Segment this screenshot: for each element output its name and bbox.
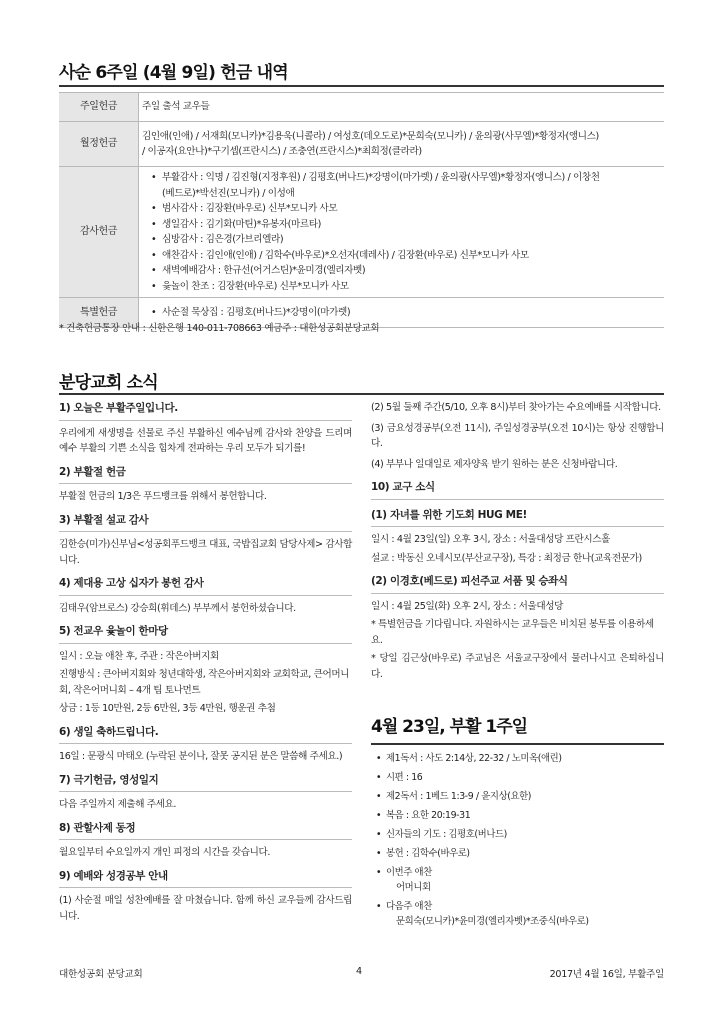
list-item: • 제2독서 : 1베드 1:3-9 / 윤지상(요한) xyxy=(386,789,664,804)
table-row xyxy=(59,93,664,122)
news-heading: 10) 교구 소식 xyxy=(371,477,664,500)
news-item xyxy=(59,621,352,717)
list-item xyxy=(386,865,664,895)
news-text: 일시 : 4월 25일(화) 오후 2시, 장소 : 서울대성당 xyxy=(371,600,564,612)
list-item-sub: 문희숙(모니카)*윤미경(엘리자벳)*조중식(바우로) xyxy=(396,916,589,927)
news-text: (3) 금요성경공부(오전 11시), 주일성경공부(오전 10시)는 항상 진행합니다. xyxy=(371,422,664,449)
list-item: • 새벽예배감사 : 한규선(어거스틴)*윤미경(엘리자벳) xyxy=(162,263,664,279)
news-heading: 4) 제대용 고상 십자가 봉헌 감사 xyxy=(59,573,352,596)
news-text: 우리에게 새생명을 선물로 주신 부활하신 예수님께 감사와 찬양을 드리며 예수 부활의 기쁜 소식을 힘차게 전파하는 우리 모두가 되기를! xyxy=(59,427,352,454)
list-item: • 생일감사 : 김기화(마틴)*유봉자(마르타) xyxy=(162,217,664,233)
row-line: / 이공자(요안나)*구기셉(프란시스) / 조충연(프란시스)*최희정(클라라) xyxy=(142,146,422,157)
news-text: (1) 사순절 매일 성찬예배를 잘 마쳤습니다. 함께 하신 교우들께 감사드립니다. xyxy=(59,895,352,922)
news-right-column xyxy=(371,400,664,687)
list-item: • 범사감사 : 김장환(바우로) 신부*모니카 사모 xyxy=(162,201,664,217)
row-label: 월정헌금 xyxy=(59,122,139,167)
news-title-rule xyxy=(59,393,664,395)
news-text: (2) 5월 둘째 주간(5/10, 오후 8시)부터 찾아가는 수요예배를 시작합니다. xyxy=(371,402,661,413)
table-row xyxy=(59,167,664,298)
news-text: 일시 : 오늘 애찬 후, 주관 : 작은아버지회 xyxy=(59,650,219,662)
list-item: • 애찬감사 : 김인애(인애) / 김학수(바우로)*오선자(데레사) / 김장환(바우로) 신부*모니카 사모 xyxy=(162,248,664,264)
news-heading: 5) 전교우 윷놀이 한마당 xyxy=(59,621,352,644)
offering-table xyxy=(59,92,664,328)
list-item: • 부활감사 : 익명 / 김진형(지정후원) / 김평호(버나드)*강명이(마가렛) / 윤의광(사무엘)*황정자(앵니스) / 이창천 xyxy=(162,170,664,186)
news-text: 월요일부터 수요일까지 개인 피정의 시간을 갖습니다. xyxy=(59,847,270,858)
table-row xyxy=(59,122,664,167)
news-item xyxy=(59,398,352,457)
news-text: 상금 : 1등 10만원, 2등 6만원, 3등 4만원, 행운권 추첨 xyxy=(59,703,276,714)
row-value: 주일 출석 교우들 xyxy=(139,93,665,122)
row-label: 감사헌금 xyxy=(59,167,139,298)
news-subheading: (2) 이경호(베드로) 피선주교 서품 및 승좌식 xyxy=(371,571,664,594)
list-item-label: • 다음주 애찬 xyxy=(386,901,432,912)
news-text: 김태우(암브로스) 강승희(휘데스) 부부께서 봉헌하셨습니다. xyxy=(59,602,296,614)
news-text: 김한승(미가)신부님<성공회푸드뱅크 대표, 국밥집교회 담당사제> 감사합니다. xyxy=(59,539,352,566)
news-item xyxy=(59,770,352,813)
news-heading: 3) 부활절 설교 감사 xyxy=(59,510,352,533)
news-item xyxy=(59,510,352,569)
news-title: 분당교회 소식 xyxy=(59,373,158,393)
news-item xyxy=(59,866,352,925)
news-item xyxy=(59,573,352,616)
schedule-title: 4월 23일, 부활 1주일 xyxy=(371,717,528,737)
news-heading: 1) 오늘은 부활주일입니다. xyxy=(59,398,352,421)
offering-title-rule xyxy=(59,85,664,87)
list-item: • 봉헌 : 김학수(바우로) xyxy=(386,846,664,861)
news-text: 다음 주일까지 제출해 주세요. xyxy=(59,799,177,810)
offering-title: 사순 6주일 (4월 9일) 헌금 내역 xyxy=(59,63,288,83)
account-note: * 건축헌금통장 안내 : 신한은행 140-011-708663 예금주 : 대한성공회분당교회 xyxy=(59,323,380,334)
special-list xyxy=(142,305,664,321)
news-text: 진행방식 : 큰아버지회와 청년대학생, 작은아버지회와 교회학교, 큰어머니회, 작은어머니회 – 4개 팀 토나먼트 xyxy=(59,669,350,696)
list-item: • 신자들의 기도 : 김평호(버나드) xyxy=(386,827,664,842)
news-text: 일시 : 4월 23일(일) 오후 3시, 장소 : 서울대성당 프란시스홀 xyxy=(371,534,611,545)
page-number: 4 xyxy=(356,966,362,977)
list-item xyxy=(386,899,664,929)
news-text: 16일 : 문광식 마태오 (누락된 분이나, 잘못 공지된 분은 말씀해 주세요.) xyxy=(59,751,343,762)
news-text: 부활절 헌금의 1/3은 푸드뱅크를 위해서 봉헌합니다. xyxy=(59,491,267,502)
schedule-rule xyxy=(371,743,664,745)
news-left-column xyxy=(59,398,352,929)
row-value xyxy=(139,122,665,167)
list-item: • 사순절 묵상집 : 김평호(버나드)*강명이(마가렛) xyxy=(162,305,664,321)
row-label: 특별헌금 xyxy=(59,298,139,328)
news-text: 설교 : 박동신 오네시모(부산교구장), 특강 : 최정금 한나(교육전문가) xyxy=(371,552,642,564)
thanks-list xyxy=(142,170,664,294)
news-heading: 6) 생일 축하드립니다. xyxy=(59,722,352,745)
list-item-sub: 어머니회 xyxy=(396,882,431,893)
news-heading: 9) 예배와 성경공부 안내 xyxy=(59,866,352,889)
news-heading: 2) 부활절 헌금 xyxy=(59,462,352,485)
news-heading: 8) 관할사제 동정 xyxy=(59,818,352,841)
news-item xyxy=(59,462,352,505)
footer-church: 대한성공회 분당교회 xyxy=(59,969,143,980)
list-item: • 시편 : 16 xyxy=(386,770,664,785)
row-line: 김인애(인애) / 서재희(모니카)*김용욱(니콜라) / 여성호(데오도로)*문희숙(모니카) / 윤의광(사무엘)*황정자(앵니스) xyxy=(142,130,599,142)
news-item xyxy=(59,818,352,861)
list-item: • 윷놀이 찬조 : 김장환(바우로) 신부*모니카 사모 xyxy=(162,279,664,295)
news-text: * 당일 김근상(바우로) 주교님은 서울교구장에서 물러나시고 은퇴하십니다. xyxy=(371,653,664,680)
row-value xyxy=(139,167,665,298)
list-item: • 복음 : 요한 20:19-31 xyxy=(386,808,664,823)
list-item: • 제1독서 : 사도 2:14상, 22-32 / 노미옥(애린) xyxy=(386,751,664,766)
list-item: • 심방감사 : 김은경(가브리엘라) xyxy=(162,232,664,248)
news-text: * 특별헌금을 기다립니다. 자원하시는 교우들은 비치된 봉투를 이용하세요. xyxy=(371,619,654,646)
row-label: 주일헌금 xyxy=(59,93,139,122)
news-item xyxy=(59,722,352,765)
footer-date: 2017년 4월 16일, 부활주일 xyxy=(549,969,664,980)
schedule-list xyxy=(371,751,664,929)
news-subheading: (1) 자녀를 위한 기도회 HUG ME! xyxy=(371,505,664,528)
news-text: (4) 부부나 일대일로 제자양육 받기 원하는 분은 신청바랍니다. xyxy=(371,458,618,470)
news-heading: 7) 극기헌금, 영성일지 xyxy=(59,770,352,793)
list-item-label: • 이번주 애찬 xyxy=(386,867,432,878)
list-item-continuation: (베드로)*박선진(모니카) / 이성애 xyxy=(162,187,295,199)
schedule-box xyxy=(371,712,664,933)
